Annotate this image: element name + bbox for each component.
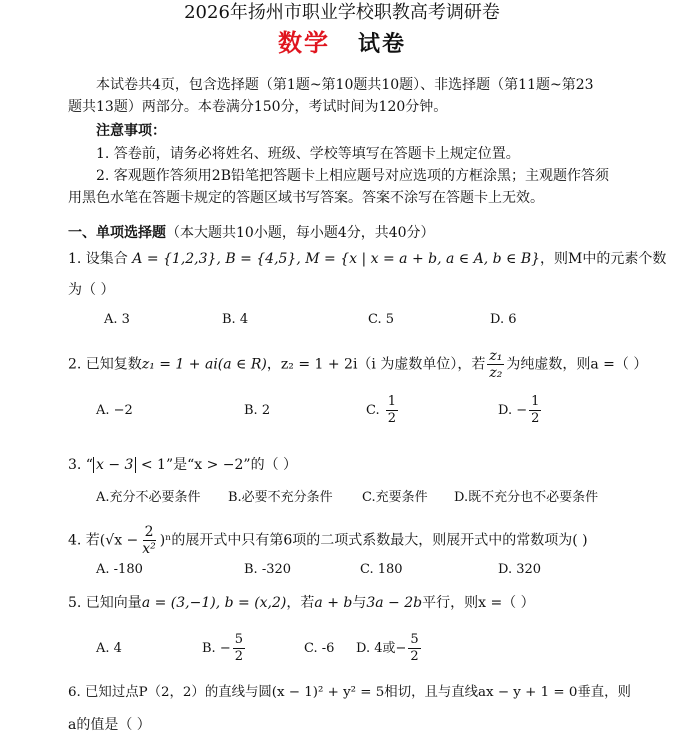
subject-label: 数学: [277, 28, 330, 57]
q4-option-a: A. -180: [96, 562, 143, 577]
q4-option-b: B. -320: [244, 562, 292, 577]
q2-c-fraction: [386, 394, 398, 427]
q5-d-fraction: [408, 632, 420, 665]
q5-mid: ，若: [286, 595, 315, 611]
section-1-heading: [68, 224, 435, 242]
q6-line-2: a的值是（ ）: [68, 717, 151, 733]
q1-option-b: B. 4: [222, 312, 249, 327]
exam-subtitle: [0, 28, 684, 57]
q2-suffix: 为纯虚数，则a =（ ）: [506, 356, 648, 373]
q2-frac-den: z₂: [489, 365, 503, 381]
q4-frac-den: x²: [142, 541, 156, 557]
note-1: 1. 答卷前，请务必将姓名、班级、学校等填写在答题卡上规定位置。: [96, 146, 520, 162]
q5-d-num: 5: [410, 632, 419, 647]
q4-frac-num: 2: [144, 524, 154, 540]
q5-b-label: B. −: [202, 641, 231, 656]
q3-option-a: A.充分不必要条件: [96, 490, 201, 505]
q1-line-2: 为（ ）: [68, 282, 115, 298]
q4-fraction: [140, 524, 158, 557]
q1-option-c: C. 5: [368, 312, 395, 327]
q2-d-num: 1: [531, 394, 540, 409]
q2-fraction: [487, 348, 504, 381]
section-1-title: 一、单项选择题: [68, 225, 166, 241]
q2-d-label: D. −: [498, 403, 528, 418]
q5-suffix: 平行，则x =（ ）: [422, 595, 535, 611]
paper-label: 试卷: [357, 31, 406, 57]
q2-c-num: 1: [387, 394, 397, 409]
q5-b-num: 5: [234, 632, 243, 647]
q2-c-den: 2: [387, 411, 397, 426]
q5-d-den: 2: [410, 649, 419, 664]
q5-d-label: D. 4或−: [356, 641, 407, 656]
q5-b-fraction: [233, 632, 245, 665]
q1-option-a: A. 3: [104, 312, 130, 327]
q3-option-b: B.必要不充分条件: [228, 490, 333, 505]
q5-prefix: 5. 已知向量: [68, 595, 142, 611]
q5-option-c: C. -6: [304, 641, 335, 656]
q2-d-den: 2: [531, 411, 540, 426]
question-5: [68, 594, 535, 612]
q5-option-a: A. 4: [96, 641, 122, 656]
question-6: 6. 已知过点P（2，2）的直线与圆(x − 1)² + y² = 5相切，且与直线ax − y + 1 = 0垂直，则: [68, 685, 631, 700]
intro-line-2: 题共13题）两部分。本卷满分150分，考试时间为120分钟。: [68, 99, 448, 115]
question-1: [68, 250, 666, 268]
q2-prefix: 2. 已知复数: [68, 356, 142, 373]
q4-prefix: 4. 若(√x −: [68, 532, 139, 549]
q5-b-den: 2: [234, 649, 243, 664]
q3-option-d: D.既不充分也不必要条件: [454, 490, 599, 505]
q2-frac-num: z₁: [489, 348, 503, 364]
q4-option-d: D. 320: [498, 562, 542, 577]
q2-d-fraction: [529, 394, 541, 427]
q5-vec: a = (3,−1), b = (x,2): [141, 595, 287, 611]
intro-line-1: 本试卷共4页，包含选择题（第1题~第10题共10题）、非选择题（第11题~第23: [96, 77, 594, 93]
q2-z1: z₁ = 1 + ai(a ∈ R): [141, 356, 267, 373]
note-2a: 2. 客观题作答须用2B铅笔把答题卡上相应题号对应选项的方框涂黑；主观题作答须: [96, 168, 610, 184]
question-4: [68, 524, 588, 557]
q1-prefix: 1. 设集合: [68, 251, 128, 267]
q1-math: A = {1,2,3}, B = {4,5}, M = {x | x = a + b, a ∈ A, b ∈ B}: [132, 251, 541, 267]
q5-option-b: [202, 632, 247, 665]
question-3: [68, 456, 297, 474]
q2-option-c: [366, 394, 400, 427]
q2-option-a: A. −2: [96, 403, 133, 418]
q2-c-label: C.: [366, 403, 380, 418]
q3-option-c: C.充要条件: [362, 490, 428, 505]
q1-option-d: D. 6: [490, 312, 517, 327]
q3-mid: < 1”是“x > −2”的（ ）: [136, 457, 298, 473]
q5-with: 与: [352, 595, 367, 611]
question-2: [68, 348, 647, 381]
exam-title: 2026年扬州市职业学校职教高考调研卷: [184, 2, 500, 23]
q5-sum: a + b: [314, 595, 353, 611]
notes-title: 注意事项：: [96, 123, 166, 139]
q5-option-d: [356, 632, 423, 665]
q4-suffix: )ⁿ的展开式中只有第6项的二项式系数最大，则展开式中的常数项为( ): [159, 532, 588, 549]
q3-prefix: 3. “: [68, 457, 93, 473]
section-1-desc: （本大题共10小题，每小题4分，共40分）: [166, 225, 435, 241]
q3-abs: x − 3: [93, 457, 136, 473]
q1-suffix: ，则M中的元素个数: [540, 251, 667, 267]
q2-option-d: [498, 394, 543, 427]
q5-diff: 3a − 2b: [366, 595, 423, 611]
note-2b: 用黑色水笔在答题卡规定的答题区域书写答案。答案不涂写在答题卡上无效。: [68, 190, 544, 206]
q2-mid: ，z₂ = 1 + 2i（i 为虚数单位），若: [266, 356, 486, 373]
q4-option-c: C. 180: [360, 562, 403, 577]
q2-option-b: B. 2: [244, 403, 271, 418]
